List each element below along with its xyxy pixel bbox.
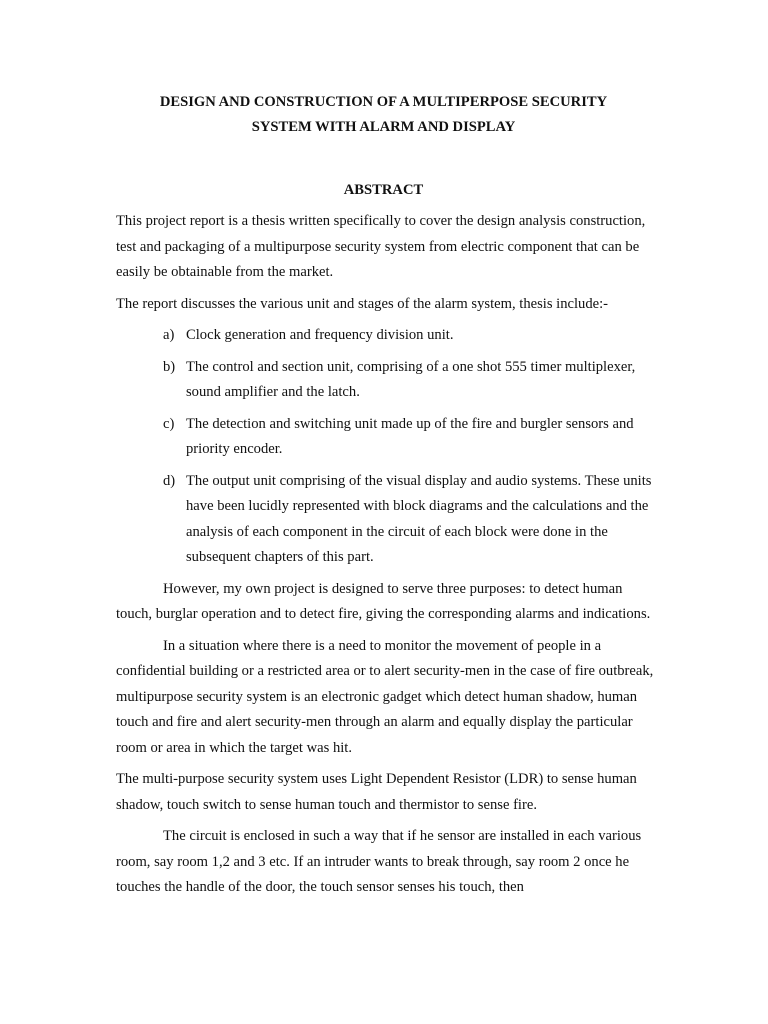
list-marker: d): [163, 472, 176, 489]
paragraph-sensors: The multi-purpose security system uses Light Dependent Resistor (LDR) to sense human shadow, touch switch to sense human touch and thermistor to sense fire.: [116, 771, 637, 813]
title-line-2: SYSTEM WITH ALARM AND DISPLAY: [251, 119, 516, 135]
list-item-text: Clock generation and frequency division unit.: [186, 327, 454, 343]
title-line-1: DESIGN AND CONSTRUCTION OF A MULTIPERPOSE SECURITY: [159, 94, 608, 110]
list-item: [116, 355, 656, 406]
document-title: [116, 90, 651, 140]
paragraph-circuit: The circuit is enclosed in such a way that if he sensor are installed in each various room, say room 1,2 and 3 etc. If an intruder wants to break through, say room 2 once he touches the handle of the door, the touch sensor senses his touch, then: [116, 828, 642, 895]
list-marker: b): [163, 358, 176, 375]
abstract-heading: ABSTRACT: [343, 182, 424, 198]
list-item: [116, 323, 656, 349]
list-item: [116, 469, 656, 571]
list-item-text: The control and section unit, comprising of a one shot 555 timer multiplexer, sound amplifier and the latch.: [186, 358, 636, 400]
list-marker: c): [163, 415, 175, 432]
abstract-body: [116, 209, 656, 907]
paragraph-intro: This project report is a thesis written specifically to cover the design analysis construction, test and packaging of a multipurpose security system from electric component that can be easily be obtainable from the market.: [116, 213, 646, 280]
list-item-text: The output unit comprising of the visual display and audio systems. These units have been lucidly represented with block diagrams and the calculations and the analysis of each component in the circuit of each block were done in the subsequent chapters of this part.: [186, 472, 652, 565]
paragraph-purposes: However, my own project is designed to serve three purposes: to detect human touch, burglar operation and to detect fire, giving the corresponding alarms and indications.: [116, 580, 651, 622]
paragraph-report-discusses: The report discusses the various unit and stages of the alarm system, thesis include:-: [116, 295, 609, 312]
unit-list: [116, 323, 656, 571]
paragraph-situation: In a situation where there is a need to monitor the movement of people in a confidential building or a restricted area or to alert security-men in the case of fire outbreak, multipurpose security system is an electronic gadget which detect human shadow, human touch and fire and alert security-men through an alarm and equally display the particular room or area in which the target was hit.: [116, 637, 654, 756]
list-item-text: The detection and switching unit made up of the fire and burgler sensors and priority encoder.: [186, 415, 634, 457]
list-item: [116, 412, 656, 463]
list-marker: a): [163, 327, 175, 343]
